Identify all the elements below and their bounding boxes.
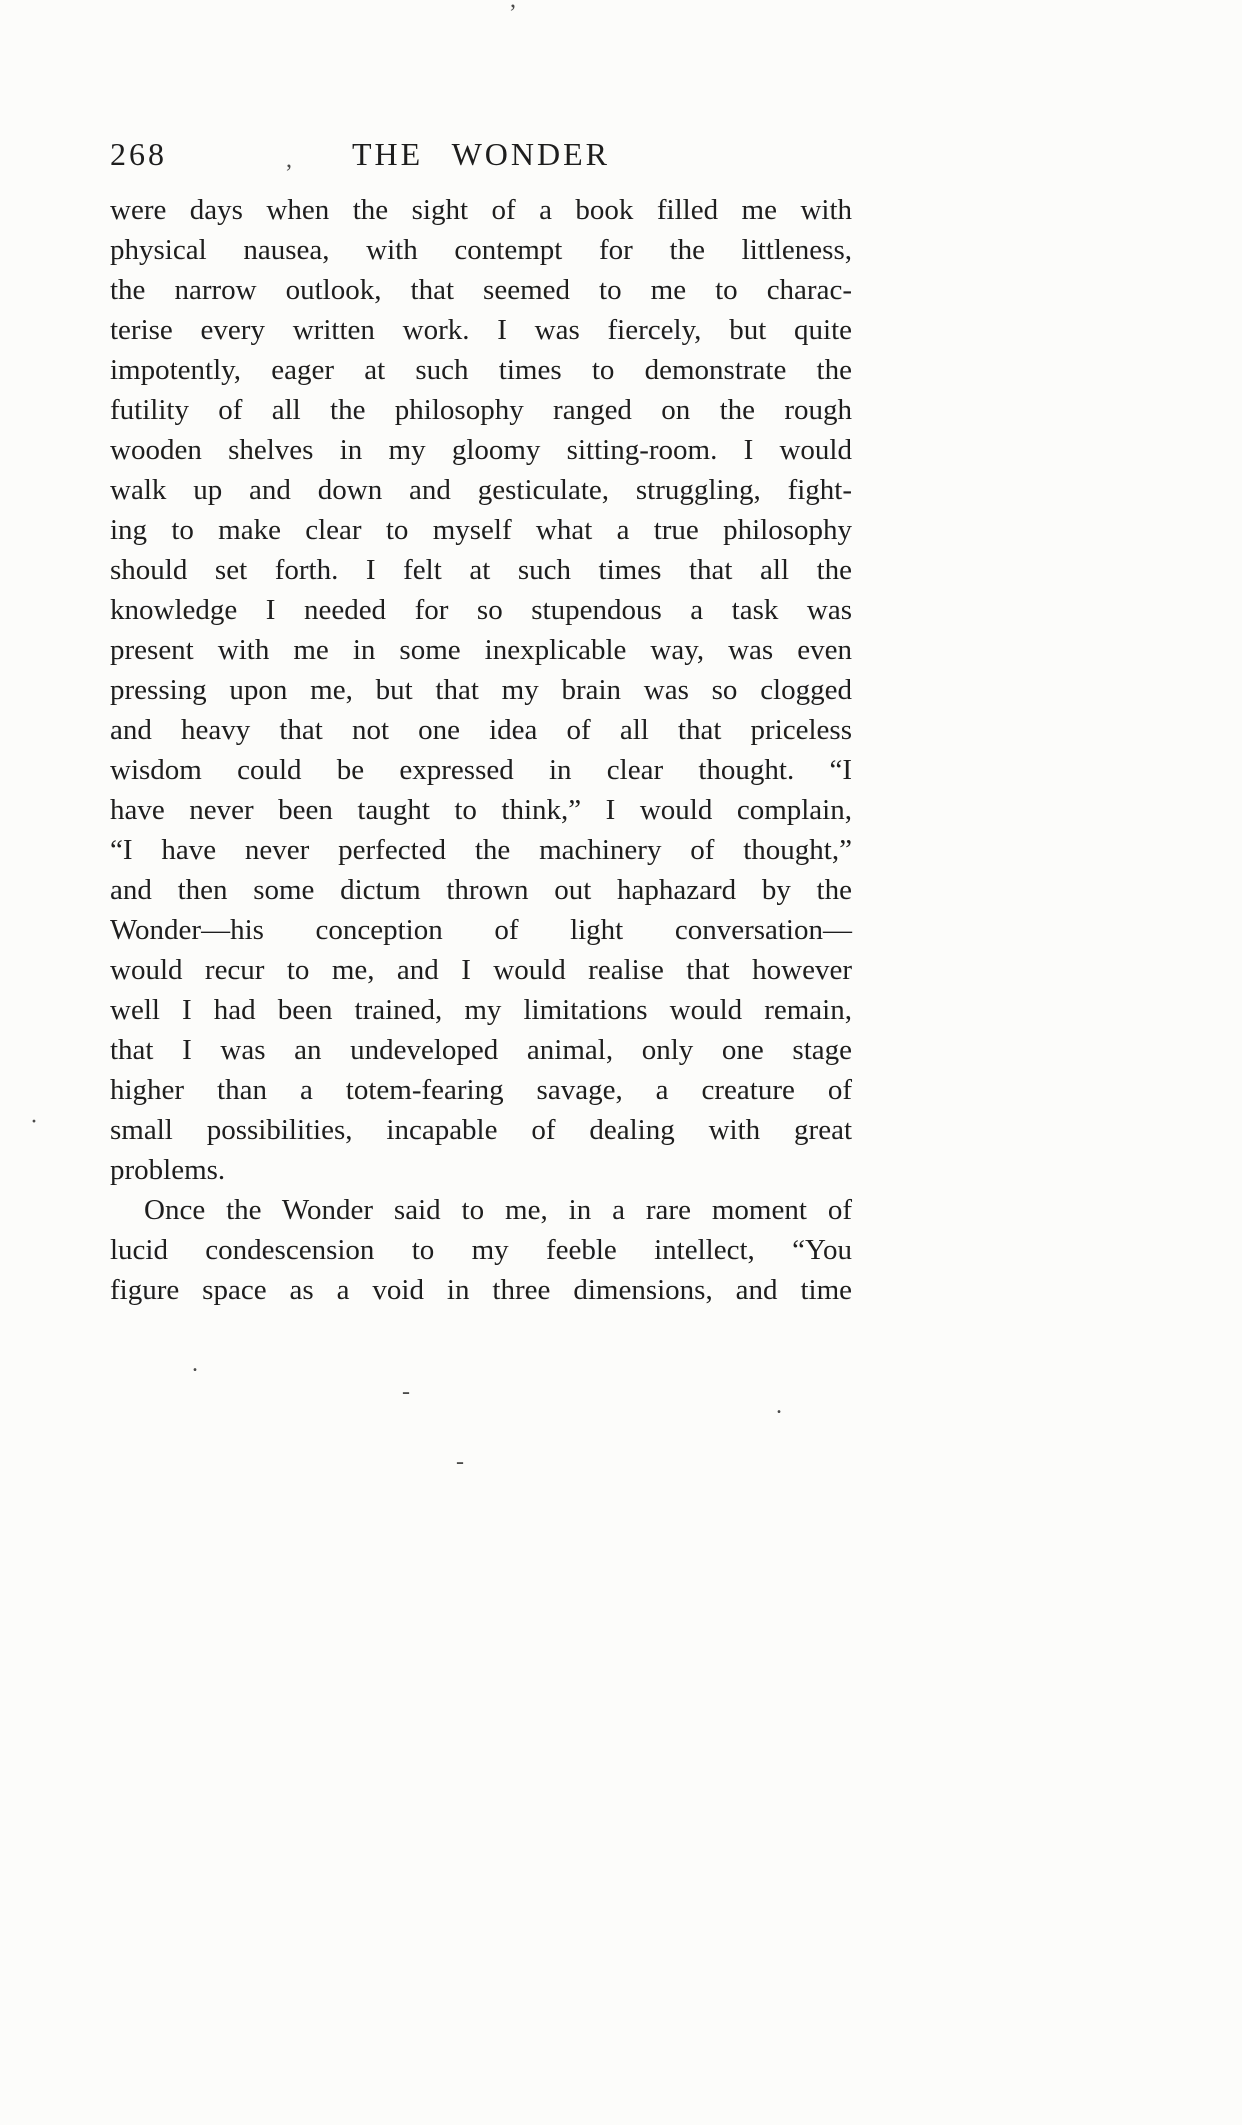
text-line: the narrow outlook, that seemed to me to charac- — [110, 274, 852, 306]
scan-speck: , — [510, 0, 516, 13]
text-line: “I have never perfected the machinery of thought,” — [110, 834, 852, 866]
scan-speck: - — [456, 1449, 464, 1475]
running-head-title: THE WONDER — [351, 136, 611, 172]
text-line: were days when the sight of a book filled me with — [110, 194, 852, 226]
text-line: present with me in some inexplicable way, was even — [110, 634, 852, 666]
page-number: 268 — [110, 136, 167, 172]
scan-speck: . — [192, 1351, 198, 1377]
scan-speck: . — [776, 1393, 782, 1419]
text-line: that I was an undeveloped animal, only one stage — [110, 1034, 852, 1066]
text-line: and heavy that not one idea of all that priceless — [110, 714, 852, 746]
text-line: walk up and down and gesticulate, struggling, fight- — [110, 474, 852, 506]
text-line: figure space as a void in three dimensions, and time — [110, 1274, 852, 1306]
page-header — [110, 136, 852, 180]
text-line: well I had been trained, my limitations would remain, — [110, 994, 852, 1026]
text-line: problems. — [110, 1154, 226, 1186]
text-line: have never been taught to think,” I would complain, — [110, 794, 852, 826]
text-line: wisdom could be expressed in clear thought. “I — [110, 754, 852, 786]
paragraph — [110, 190, 852, 1190]
text-line: ing to make clear to myself what a true philosophy — [110, 514, 852, 546]
text-line: physical nausea, with contempt for the littleness, — [110, 234, 852, 266]
text-line: impotently, eager at such times to demonstrate the — [110, 354, 852, 386]
scan-speck: , — [286, 147, 292, 173]
text-line: Wonder—his conception of light conversation— — [110, 914, 852, 946]
paragraph — [110, 1190, 852, 1310]
text-line: small possibilities, incapable of dealing with great — [110, 1114, 852, 1146]
scan-speck: · — [30, 1109, 38, 1135]
text-line: pressing upon me, but that my brain was so clogged — [110, 674, 852, 706]
text-line: higher than a totem-fearing savage, a creature of — [110, 1074, 852, 1106]
text-line: knowledge I needed for so stupendous a task was — [110, 594, 852, 626]
text-line: wooden shelves in my gloomy sitting-room. I would — [110, 434, 852, 466]
text-line: futility of all the philosophy ranged on the rough — [110, 394, 852, 426]
text-line: lucid condescension to my feeble intellect, “You — [110, 1234, 852, 1266]
text-line: terise every written work. I was fiercely, but quite — [110, 314, 852, 346]
text-line: should set forth. I felt at such times that all the — [110, 554, 852, 586]
body-text — [110, 190, 852, 1310]
text-line: and then some dictum thrown out haphazard by the — [110, 874, 852, 906]
text-line: Once the Wonder said to me, in a rare moment of — [144, 1194, 852, 1226]
scan-speck: - — [402, 1379, 410, 1405]
text-line: would recur to me, and I would realise that however — [110, 954, 852, 986]
